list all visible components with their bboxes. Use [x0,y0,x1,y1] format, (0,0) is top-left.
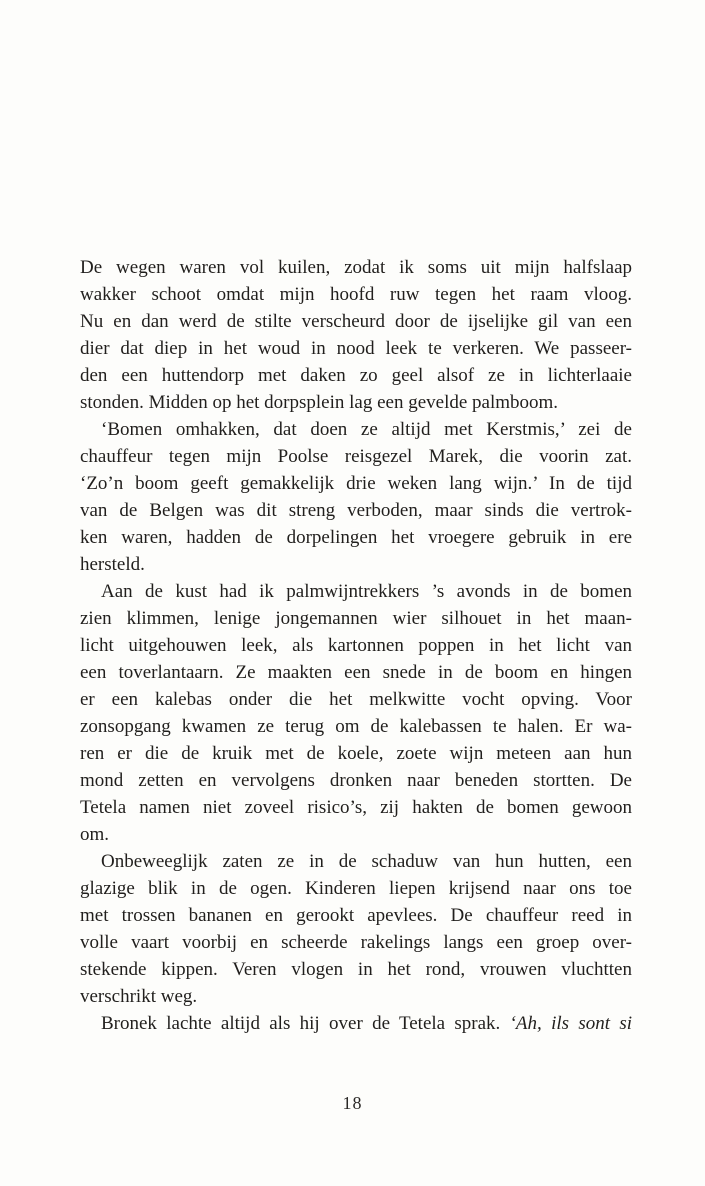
text-line: ken waren, hadden de dorpelingen het vroegere gebruik in ere [80,527,632,548]
text-line: glazige blik in de ogen. Kinderen liepen krijsend naar ons toe [80,878,632,899]
paragraph [80,848,632,1010]
text-line: Tetela namen niet zoveel risico’s, zij hakten de bomen gewoon [80,797,632,818]
page-text-block [80,254,632,1037]
text-line: wakker schoot omdat mijn hoofd ruw tegen het raam vloog. [80,284,632,305]
text-line: zien klimmen, lenige jongemannen wier silhouet in het maan- [80,608,632,629]
text-line: ‘Zo’n boom geeft gemakkelijk drie weken lang wijn.’ In de tijd [80,473,632,494]
text-line: Aan de kust had ik palmwijntrekkers ’s avonds in de bomen [101,581,632,602]
text-line: den een huttendorp met daken zo geel alsof ze in lichterlaaie [80,365,632,386]
text-line: licht uitgehouwen leek, als kartonnen poppen in het licht van [80,635,632,656]
text-line: stekende kippen. Veren vlogen in het rond, vrouwen vluchtten [80,959,632,980]
text-line: ren er die de kruik met de koele, zoete wijn meteen aan hun [80,743,632,764]
text-line: stonden. Midden op het dorpsplein lag een gevelde palmboom. [80,392,559,413]
text-line: chauffeur tegen mijn Poolse reisgezel Marek, die voorin zat. [80,446,632,467]
text-line: dier dat diep in het woud in nood leek te verkeren. We passeer- [80,338,632,359]
text-line: Nu en dan werd de stilte verscheurd door de ijselijke gil van een [80,311,632,332]
text-line: De wegen waren vol kuilen, zodat ik soms uit mijn halfslaap [80,257,632,278]
page-number: 18 [342,1093,363,1113]
text-line: om. [80,824,110,845]
text-line: met trossen bananen en gerookt apevlees. De chauffeur reed in [80,905,632,926]
text-line: van de Belgen was dit streng verboden, maar sinds die vertrok- [80,500,632,521]
text-line: een toverlantaarn. Ze maakten een snede in de boom en hingen [80,662,632,683]
text-line: volle vaart voorbij en scheerde rakelings langs een groep over- [80,932,632,953]
text-line: mond zetten en vervolgens dronken naar beneden stortten. De [80,770,632,791]
text-line: hersteld. [80,554,145,575]
text-line: ‘Bomen omhakken, dat doen ze altijd met Kerstmis,’ zei de [101,419,632,440]
paragraph [80,1010,632,1037]
paragraph [80,578,632,848]
text-line: Onbeweeglijk zaten ze in de schaduw van hun hutten, een [101,851,632,872]
paragraph [80,254,632,416]
paragraph [80,416,632,578]
text-line: verschrikt weg. [80,986,198,1007]
text-line: Bronek lachte altijd als hij over de Tetela sprak. ‘Ah, ils sont si [101,1013,632,1034]
text-line: er een kalebas onder die het melkwitte vocht opving. Voor [80,689,632,710]
text-line: zonsopgang kwamen ze terug om de kalebassen te halen. Er wa- [80,716,632,737]
